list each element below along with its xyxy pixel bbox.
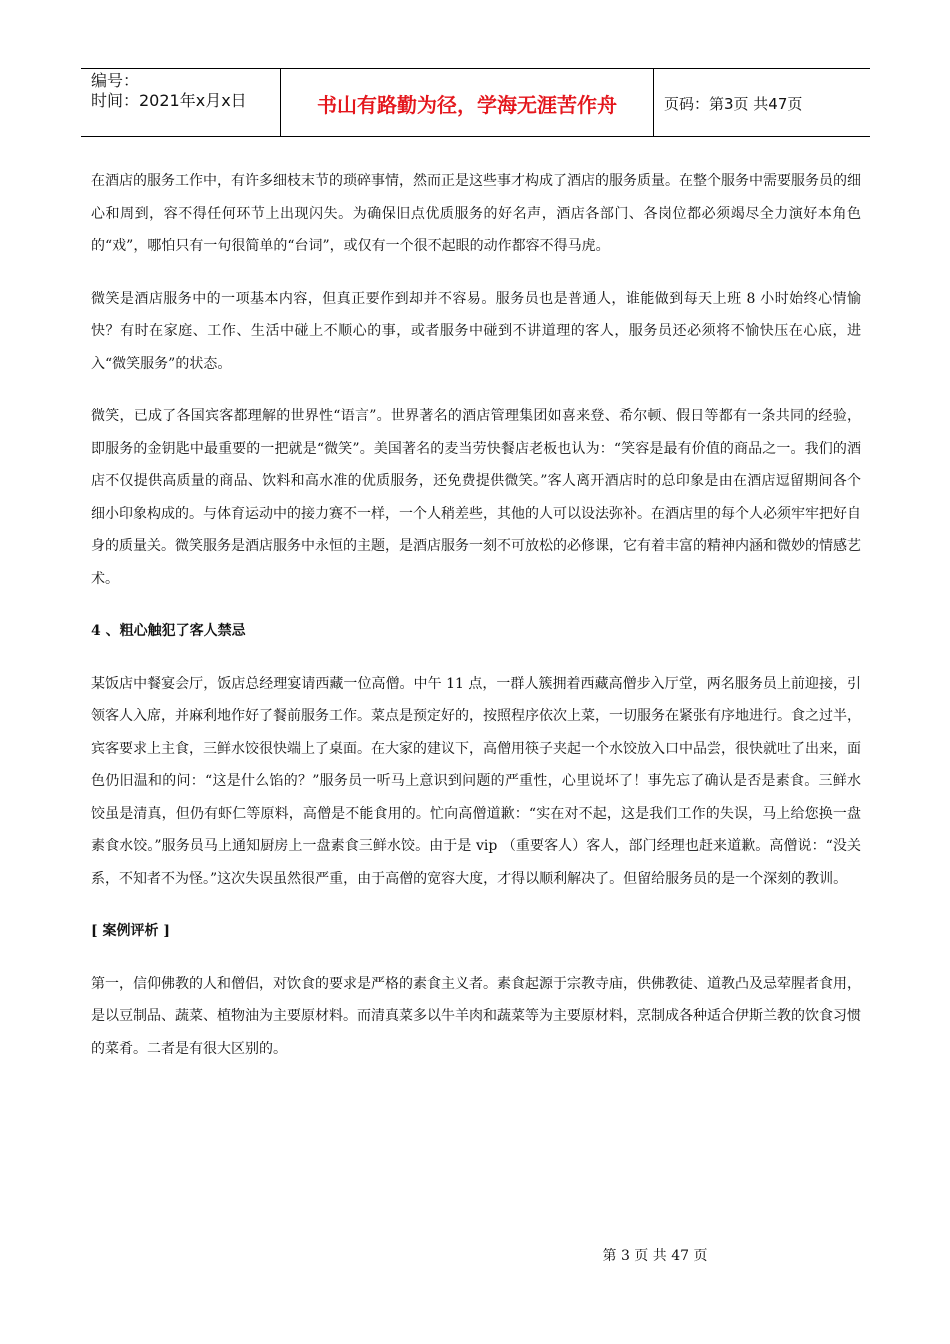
header-meta <box>81 69 281 136</box>
section-heading: 4 、粗心触犯了客人禁忌 <box>91 623 246 639</box>
header-motto: 书山有路勤为径，学海无涯苦作舟 <box>281 69 654 136</box>
document-body <box>91 165 861 1085</box>
page-header <box>81 68 870 137</box>
paragraph: 微笑，已成了各国宾客都理解的世界性“语言”。世界著名的酒店管理集团如喜来登、希尔顿、假日等都有一条共同的经验，即服务的金钥匙中最重要的一把就是“微笑”。美国著名的麦当劳快餐店老板也认为：“笑容是最有价值的商品之一。我们的酒店不仅提供高质量的商品、饮料和高水准的优质服务，还免费提供微笑。”客人离开酒店时的总印象是由在酒店逗留期间各个细小印象构成的。与体育运动中的接力赛不一样，一个人稍差些，其他的人可以设法弥补。在酒店里的每个人必须牢牢把好自身的质量关。微笑服务是酒店服务中永恒的主题，是酒店服务一刻不可放松的必修课，它有着丰富的精神内涵和微妙的情感艺术。 <box>91 408 861 587</box>
case-paragraph: 某饭店中餐宴会厅，饭店总经理宴请西藏一位高僧。中午 11 点，一群人簇拥着西藏高僧步入厅堂，两名服务员上前迎接，引领客人入席，并麻利地作好了餐前服务工作。菜点是预定好的，按照程序依次上菜，一切服务在紧张有序地进行。食之过半，宾客要求上主食，三鲜水饺很快端上了桌面。在大家的建议下，高僧用筷子夹起一个水饺放入口中品尝，很快就吐了出来，面色仍旧温和的问：“这是什么馅的？”服务员一听马上意识到问题的严重性，心里说坏了！事先忘了确认是否是素食。三鲜水饺虽是清真，但仍有虾仁等原料，高僧是不能食用的。忙向高僧道歉：“实在对不起，这是我们工作的失误，马上给您换一盘素食水饺。”服务员马上通知厨房上一盘素食三鲜水饺。由于是 vip （重要客人）客人，部门经理也赶来道歉。高僧说：“没关系，不知者不为怪。”这次失误虽然很严重，由于高僧的宽容大度，才得以顺利解决了。但留给服务员的是一个深刻的教训。 <box>91 675 861 887</box>
page-footer: 第 3 页 共 47 页 <box>602 1248 708 1264</box>
date-label: 时间：2021年x月x日 <box>91 91 247 110</box>
analysis-heading: [ 案例评析 ] <box>91 923 170 939</box>
serial-label: 编号： <box>91 71 140 90</box>
analysis-paragraph: 第一，信仰佛教的人和僧侣，对饮食的要求是严格的素食主义者。素食起源于宗教寺庙，供佛教徒、道教凸及忌荤腥者食用，是以豆制品、蔬菜、植物油为主要原材料。而清真菜多以牛羊肉和蔬菜等为主要原材料，烹制成各种适合伊斯兰教的饮食习惯的菜肴。二者是有很大区别的。 <box>91 975 861 1057</box>
paragraph: 在酒店的服务工作中，有许多细枝末节的琐碎事情，然而正是这些事才构成了酒店的服务质量。在整个服务中需要服务员的细心和周到，容不得任何环节上出现闪失。为确保旧点优质服务的好名声，酒店各部门、各岗位都必须竭尽全力演好本角色的“戏”，哪怕只有一句很简单的“台词”，或仅有一个很不起眼的动作都容不得马虎。 <box>91 173 861 254</box>
header-page-number: 页码：第3页 共47页 <box>664 95 803 113</box>
paragraph: 微笑是酒店服务中的一项基本内容，但真正要作到却并不容易。服务员也是普通人，谁能做到每天上班 8 小时始终心情愉快？有时在家庭、工作、生活中碰上不顺心的事，或者服务中碰到不讲道理的客人，服务员还必须将不愉快压在心底，进入“微笑服务”的状态。 <box>91 290 861 372</box>
